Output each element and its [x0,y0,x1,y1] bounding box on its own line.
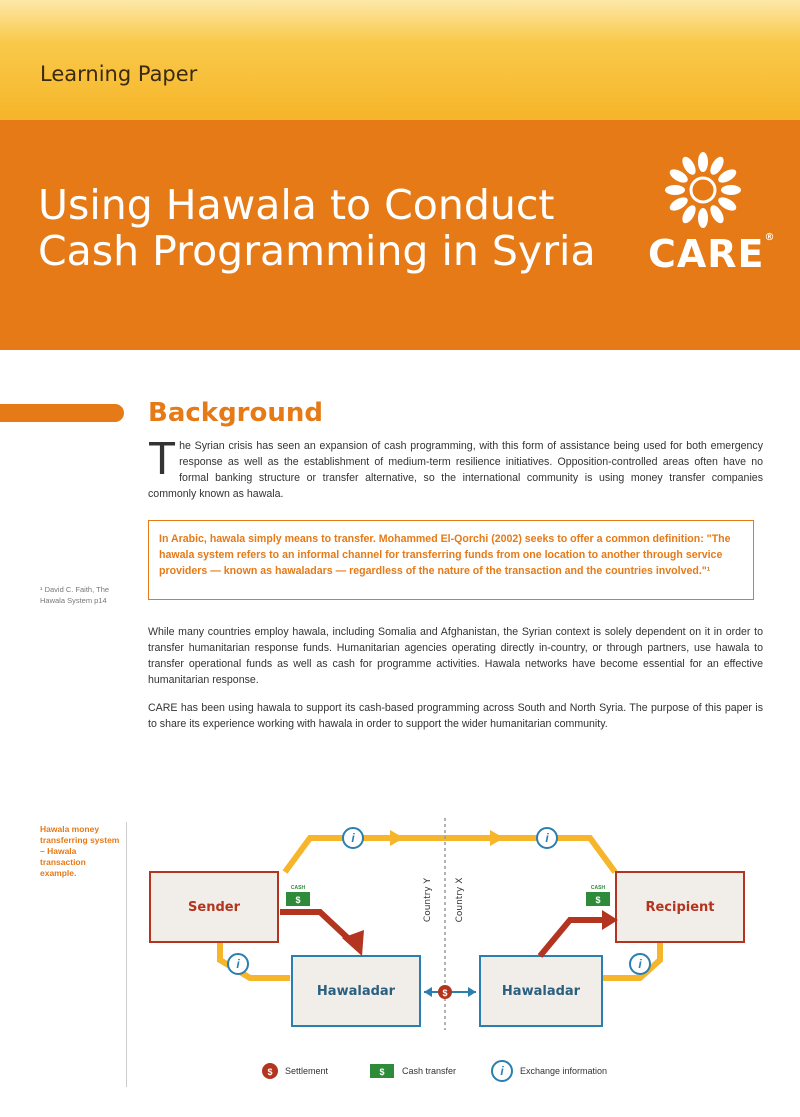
cash-badge-left-symbol: $ [295,895,301,905]
paragraph-1-text: he Syrian crisis has seen an expansion of cash programming, with this form of assistance being used for both emergency response as well as the establishment of medium-term resilience initiatives. Opposition-controlled areas often have no formal banking structure or transfer alternative, so the international community is using money transfer companies commonly known as hawala. [148,440,763,500]
title-line-1: Using Hawala to Conduct [38,181,555,229]
page-title [38,182,638,274]
section-heading-background: Background [148,398,323,428]
hawaladar-label-right: Hawaladar [501,984,581,999]
sender-label: Sender [188,900,240,915]
country-y-label: Country Y [423,877,433,923]
logo-wordmark [648,232,776,276]
legend [262,1061,607,1081]
legend-info-glyph: i [500,1064,504,1078]
legend-settlement-glyph: $ [267,1067,273,1077]
settlement-arrowhead-right [468,987,476,997]
recipient-label: Recipient [645,900,715,915]
info-route-top [285,838,615,872]
cash-arrow-right [540,920,610,956]
info-icon-glyph-4: i [638,957,642,971]
legend-settlement-label: Settlement [285,1066,329,1076]
info-route-right [600,940,660,978]
footnote: ¹ David C. Faith, The Hawala System p14 [40,585,110,605]
country-x-label: Country X [455,877,465,923]
cash-arrow-left [280,912,352,942]
settlement-icon-glyph: $ [442,988,448,998]
info-icon [228,954,248,974]
cash-badge-left-label: CASH [290,885,306,891]
caption-divider [126,822,127,1087]
hawaladar-label-left: Hawaladar [316,984,396,999]
cash-badge-right-symbol: $ [595,895,601,905]
route-arrow-1 [390,830,404,846]
series-label: Learning Paper [40,62,198,86]
route-arrow-2 [490,830,504,846]
diagram-caption: Hawala money transferring system – Hawala transaction example. [40,824,120,878]
dropcap: T [148,432,177,484]
torn-edge [0,330,800,360]
care-logo-icon [648,150,758,240]
legend-info-label: Exchange information [520,1066,608,1076]
info-icon [537,828,557,848]
legend-cash-glyph: $ [379,1067,385,1077]
info-icon-glyph-1: i [351,831,355,845]
legend-cash-label: Cash transfer [402,1066,457,1076]
background-paragraph-2: While many countries employ hawala, including Somalia and Afghanistan, the Syrian context is solely dependent on it in order to transfer humanitarian response funds. Humanitarian agencies operating directly in-country, or through partners, use hawala to transfer operational funds as well as cash for programme activities. Hawala networks have become essential for an effective humanitarian response. [148,626,763,686]
background-paragraph-1 [148,432,763,502]
cash-badge-left [286,885,310,906]
definition-callout: In Arabic, hawala simply means to transfer. Mohammed El-Qorchi (2002) seeks to offer a common definition: "The hawala system refers to an informal channel for transferring funds from one location to another through service providers — known as hawaladars — regardless of the nature of the transaction and the countries involved."¹ [148,520,754,600]
logo-text: CARE [648,232,765,276]
cash-badge-right-label: CASH [590,885,606,891]
header-yellow-band [0,0,800,120]
cash-badge-right [586,885,610,906]
care-logo [648,150,776,280]
background-paragraph-3: CARE has been using hawala to support its cash-based programming across South and North Syria. The purpose of this paper is to share its experience working with hawala in order to support the wider humanitarian community. [148,702,763,730]
section-marker-bar [0,404,124,422]
logo-registered-mark: ® [764,232,776,243]
title-line-2: Cash Programming in Syria [38,227,596,275]
info-icon [630,954,650,974]
info-icon-glyph-2: i [545,831,549,845]
info-icon-glyph-3: i [236,957,240,971]
info-icon [343,828,363,848]
hawala-diagram [140,810,760,1100]
settlement-arrowhead-left [424,987,432,997]
